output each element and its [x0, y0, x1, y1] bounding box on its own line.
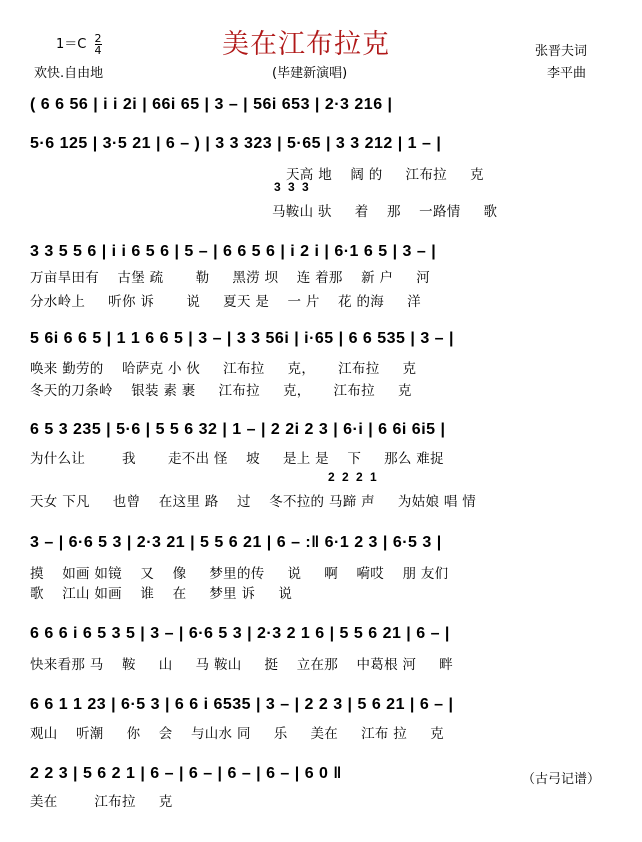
lyric-line-2b: 马鞍山 驮 着 那 一路情 歌 [272, 204, 498, 220]
lyric-line-4b: 冬天的刀条岭 银装 素 裹 江布拉 克， 江布拉 克 [30, 383, 412, 399]
lyric-line-5b: 天女 下凡 也曾 在这里 路 过 冬不拉的 马蹄 声 为姑娘 唱 情 [30, 494, 477, 510]
time-signature-top: 2 [94, 32, 102, 45]
singer-credit: (毕建新演唱) [272, 66, 348, 81]
lyric-line-3a: 万亩旱田有 古堡 疏 勒 黑涝 坝 连 着那 新 户 河 [30, 270, 431, 286]
lyric-line-8a: 观山 听潮 你 会 与山水 同 乐 美在 江布 拉 克 [30, 726, 444, 742]
key-signature [56, 33, 102, 56]
notation-line-3: 3 3 5 5 6 | i i 6 5 6 | 5 – | 6 6 5 6 | i 2 i | 6·1 6 5 | 3 – | [30, 243, 437, 260]
lyric-line-3b: 分水岭上 听你 诉 说 夏天 是 一 片 花 的海 洋 [30, 294, 421, 310]
notation-line-4: 5 6i 6 6 5 | 1 1 6 6 5 | 3 – | 3 3 56i | i·65 | 6 6 535 | 3 – | [30, 330, 454, 347]
song-title: 美在江布拉克 [222, 29, 390, 60]
notation-line-9: 2 2 3 | 5 6 2 1 | 6 – | 6 – | 6 – | 6 – | 6 0 ‖ [30, 765, 342, 782]
lyric-line-4a: 唤来 勤劳的 哈萨克 小 伙 江布拉 克， 江布拉 克 [30, 361, 417, 377]
lyricist-credit: 张晋夫词 [535, 44, 588, 59]
notation-line-1: ( 6 6 56 | i i 2i | 66i 65 | 3 – | 56i 653 | 2·3 216 | [30, 96, 393, 113]
time-signature-bottom: 4 [94, 44, 102, 57]
time-signature [95, 33, 102, 56]
notation-line-7: 6 6 6 i 6 5 3 5 | 3 – | 6·6 5 3 | 2·3 2 1 6 | 5 5 6 21 | 6 – | [30, 625, 450, 642]
composer-credit: 李平曲 [547, 66, 587, 81]
alt-notes-2: 3 3 3 [274, 180, 311, 194]
tempo-marking: 欢快.自由地 [34, 66, 104, 81]
notation-line-2: 5·6 125 | 3·5 21 | 6 – ) | 3 3 323 | 5·65 | 3 3 212 | 1 – | [30, 135, 442, 152]
alt-notes-5: 2 2 2 1 [328, 470, 379, 484]
transcriber-credit: （古弓记谱） [522, 772, 601, 787]
notation-line-8: 6 6 1 1 23 | 6·5 3 | 6 6 i 6535 | 3 – | 2 2 3 | 5 6 21 | 6 – | [30, 696, 454, 713]
key-text: 1＝C [56, 37, 87, 52]
lyric-line-7a: 快来看那 马 鞍 山 马 鞍山 挺 立在那 中葛根 河 畔 [30, 657, 454, 673]
lyric-line-9a: 美在 江布拉 克 [30, 794, 173, 810]
lyric-line-5a: 为什么让 我 走不出 怪 坡 是上 是 下 那么 难捉 [30, 451, 444, 467]
lyric-line-6b: 歌 江山 如画 谁 在 梦里 诉 说 [30, 586, 293, 602]
lyric-line-2a: 天高 地 阔 的 江布拉 克 [286, 167, 484, 183]
notation-line-5: 6 5 3 235 | 5·6 | 5 5 6 32 | 1 – | 2 2i 2 3 | 6·i | 6 6i 6i5 | [30, 421, 446, 438]
lyric-line-6a: 摸 如画 如镜 又 像 梦里的传 说 啊 嗬哎 朋 友们 [30, 566, 449, 582]
notation-line-6: 3 – | 6·6 5 3 | 2·3 21 | 5 5 6 21 | 6 – :‖ 6·1 2 3 | 6·5 3 | [30, 534, 442, 551]
